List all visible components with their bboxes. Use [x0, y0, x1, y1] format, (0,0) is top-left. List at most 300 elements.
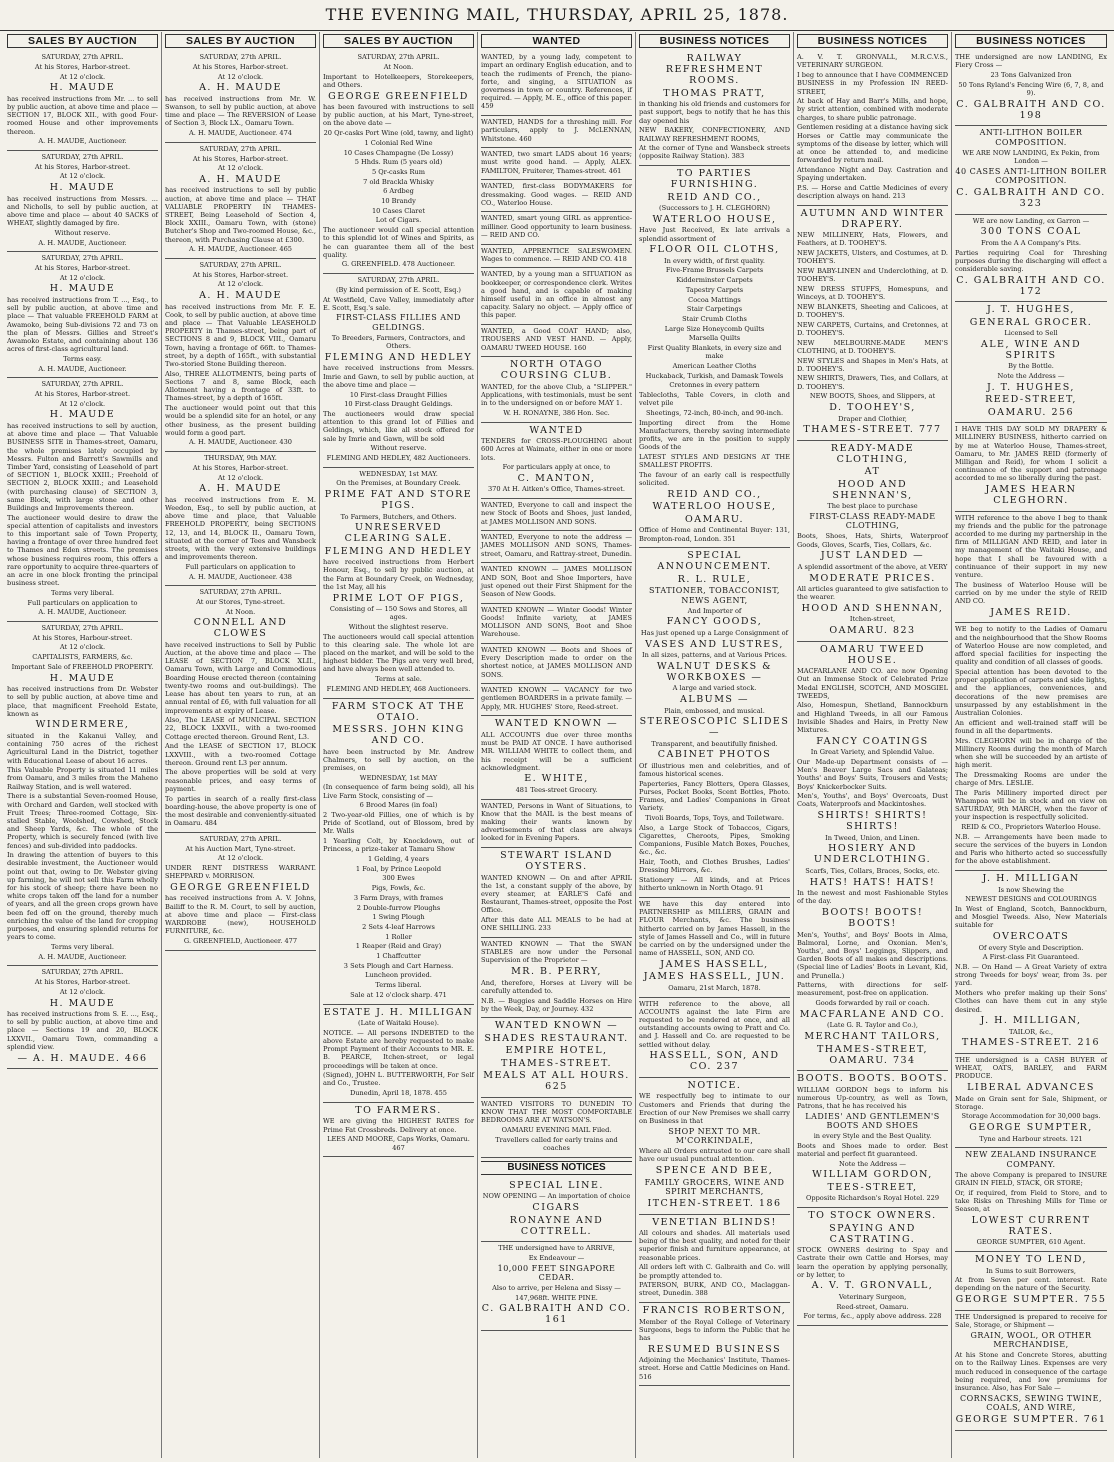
ad-line: WANTED VISITORS TO DUNEDIN TO KNOW THAT THE MOST COMFORTABLE BEDROOMS ARE AT WATSON'S.: [481, 1099, 632, 1125]
ad-line: At 12 o'clock.: [217, 854, 264, 863]
ad-line: GEORGE GREENFIELD: [170, 881, 311, 893]
ad-line: The above Company is prepared to INSURE GRAIN IN FIELD, STACK, OR STORE;: [955, 1170, 1107, 1188]
ad-line: Note the Address —: [839, 1159, 906, 1168]
ad-line: Huckaback, Turkish, and Damask Towels: [645, 371, 784, 380]
advertisement: [323, 274, 474, 467]
ad-line: 1 Yearling Colt, by Knockdown, out of Princess, a prize-taker at Tamaru Show: [323, 837, 474, 854]
ad-line: HATS! HATS! HATS!: [809, 876, 936, 888]
ad-line: SATURDAY, 27th APRIL.: [41, 624, 124, 633]
ad-line: Mrs. CLEGHORN will be in charge of the Millinery Rooms during the month of March when she will be succeeded by an artiste of high merit.: [955, 736, 1107, 770]
ad-line: J. H. MILLIGAN: [982, 873, 1080, 885]
ad-line: 10 Cases Claret: [371, 206, 426, 215]
ad-line: Terms liberal.: [375, 981, 422, 990]
advertisement: [797, 1071, 948, 1208]
ad-line: MACFARLANE AND CO.: [799, 1008, 946, 1020]
ad-line: At 12 o'clock.: [59, 987, 106, 996]
column-header: BUSINESS NOTICES: [797, 34, 948, 48]
ad-line: WEDNESDAY, 1st MAY.: [359, 469, 438, 478]
ad-line: FIRST-CLASS READY-MADE CLOTHING,: [809, 511, 936, 531]
ad-line: FANCY COATINGS: [816, 735, 929, 747]
ad-line: MODERATE PRICES.: [809, 572, 936, 584]
ad-line: PRIME LOT OF PIGS,: [332, 592, 465, 604]
ad-line: At his Stores, Harbor-street.: [192, 463, 289, 472]
ad-line: NEW MILLINERY, Hats, Flowers, and Feathers, at D. TOOHEY'S.: [797, 231, 948, 248]
advertisement: [481, 848, 632, 938]
ad-line: 7 old Brackla Whisky: [363, 177, 434, 186]
advertisement: [481, 563, 632, 603]
masthead: THE EVENING MAIL, THURSDAY, APRIL 25, 1878.: [0, 0, 1114, 31]
ad-line: WE beg to notify to the Ladies of Oamaru and the neighbourhood that the Show Rooms of Waterloo House are now completed, and afford special facilities for inspecting the quality and condition of all classes of goods.: [955, 625, 1107, 667]
ad-line: SATURDAY, 27th APRIL.: [199, 588, 282, 597]
ad-line: Itchen-street,: [849, 615, 896, 624]
ad-line: FAMILY GROCERS, WINE AND SPIRIT MERCHANTS,: [644, 1177, 785, 1197]
ad-line: WANTED, two smart LADS about 16 years; must write good hand. — Apply, ALEX. FAMILTON, Fruiterer, Thames-street. 461: [481, 150, 632, 175]
advertisement: [481, 325, 632, 357]
ad-line: THAMES-STREET, OAMARU. 734: [816, 1043, 929, 1066]
advertisement: [797, 441, 948, 642]
ad-line: FLEMING AND HEDLEY: [324, 545, 473, 557]
ad-line: HASSELL, SON, AND CO. 237: [649, 1050, 780, 1073]
ad-line: has received instructions to sell by public auction, at above time and place — THAT VALUABLE PROPERTY IN THAMES-STREET, Being Leasehold of Section 4, Block XXIII., Oamaru Town, with (stone) Butcher's Shop and Two-roomed House, &c., thereon, with Purchasing Clause at £300.: [165, 186, 316, 244]
ad-line: LOWEST CURRENT RATES.: [971, 1214, 1091, 1237]
ad-line: Attendance Night and Day. Castration and Spaying undertaken.: [797, 165, 948, 183]
ad-line: NEW JACKETS, Ulsters, and Costumes, at D. TOOHEY'S.: [797, 249, 948, 266]
ad-line: WANTED, a Good COAT HAND; also, TROUSERS AND VEST HAND. — Apply, OAMARU TWEED HOUSE. 160: [481, 327, 632, 352]
ad-line: NEW SHIRTS, Drawers, Ties, and Collars, at D. TOOHEY'S.: [797, 374, 948, 391]
ad-line: There is a substantial Seven-roomed House, with Orchard and Garden, well stocked with Fruit Trees; Three-roomed Cottage, Six-stalled Stable, Woolshed, Cowshed, Stock and Sheep Yards, &c. The whole of the Property, which is securely fenced (with live fences) and sub-divided into paddocks.: [7, 792, 158, 850]
ad-line: G. GREENFIELD, Auctioneer. 477: [183, 936, 298, 945]
ad-line: N.B. — Buggies and Saddle Horses on Hire by the Week, Day, or Journey. 432: [481, 996, 632, 1013]
ad-line: Sheetings, 72-inch, 80-inch, and 90-inch.: [645, 408, 784, 417]
ad-line: The Paris Millinery imported direct per Whampoa will be in stock and on view on SATURDAY, 9th MARCH, when the favor of your inspection is respectfully solicited.: [955, 788, 1107, 822]
ad-line: WANTED KNOWN — JAMES MOLLISON AND SON, Boot and Shoe Importers, have just opened out their First Shipment for the Season of New Goods.: [481, 565, 632, 598]
ad-line: STEWART ISLAND OYSTERS.: [500, 850, 613, 873]
ad-line: WATERLOO HOUSE,: [652, 213, 777, 225]
ad-line: has received instructions from Mr. ... to sell by public auction, at above time and place — SECTION 17, BLOCK XII., with good Four-roomed House and other improvements thereon.: [7, 94, 158, 136]
column-2: [162, 32, 320, 1458]
column-header: SALES BY AUCTION: [323, 34, 474, 48]
ad-line: Or, if required, from Field to Store, and to take Risks on Threshing Mills for Time or Season, at: [955, 1188, 1107, 1214]
ad-line: Also, The LEASE of MUNICIPAL SECTION 22, BLOCK LXXVII., with a two-roomed Cottage erected thereon. Ground Rent, L3.: [165, 716, 316, 741]
ad-line: The auctioneer would desire to draw the special attention of capitalists and investors to this important sale of Town Property, having a frontage of over three hundred feet to Thames and Eden streets. The premises whose business requires room, this offers a rare opportunity to acquire three-quarters of an acre in one block fronting the principal business street.: [7, 513, 158, 588]
ad-line: At his Stores, Harbor-street.: [34, 62, 131, 71]
ad-line: NEW DRESS STUFFS, Homespuns, and Winceys, at D. TOOHEY'S.: [797, 284, 948, 302]
ad-line: has received instructions from Messrs. ... and Nicholls, to sell by public auction, at above time and place — about 40 SACKS of WHEAT, slightly damaged by fire.: [7, 194, 158, 228]
ad-line: Of illustrious men and celebrities, and of famous historical scenes.: [639, 761, 790, 779]
ad-line: TENDERS for CROSS-PLOUGHING about 600 Acres at Waimate, either in one or more lots.: [481, 437, 632, 462]
ad-line: NEW CARPETS, Curtains, and Cretonnes, at D. TOOHEY'S.: [797, 320, 948, 337]
ad-line: At 12 o'clock.: [59, 643, 106, 652]
ad-line: 50 Tons Ryland's Fencing Wire (6, 7, 8, and 9).: [958, 80, 1104, 98]
ad-line: C. MANTON,: [517, 472, 596, 484]
ad-line: Sale at 12 o'clock sharp. 471: [350, 990, 447, 999]
ad-line: In all sizes, patterns, and at Various Prices.: [642, 651, 787, 660]
ad-line: Tyne and Harbour streets. 121: [979, 1134, 1083, 1143]
ad-line: 10 First-class Draught Fillies: [349, 390, 448, 399]
ad-line: JAMES REID.: [990, 606, 1072, 618]
ad-line: SATURDAY, 27th APRIL.: [41, 254, 124, 263]
ad-line: WILLIAM GORDON,: [812, 1169, 933, 1181]
ad-line: WITH reference to the above I beg to thank my friends and the public for the patronage accorded to me during my partnership in the firm of MILLIGAN AND REID, and later in my management of the Waitaki House, and hope that I shall be favoured with a continuance of their support in my new venture.: [955, 513, 1107, 580]
ad-line: This Valuable Property is situated 11 miles from Oamaru, and 3 miles from the Maheno Railway Station, and is well watered.: [7, 766, 158, 791]
ad-line: Men's, Youths', and Boys' Boots in Alma, Balmoral, Lorne, and Oxonian. Men's, Youths', and Boys' Leggings, Slippers, and Garden Boots of all makes and descriptions. (Special line of Ladies' Boots in Levant, Kid, and Prunella.): [797, 930, 948, 980]
advertisement: [481, 1178, 632, 1242]
ad-line: Member of the Royal College of Veterinary Surgeons, begs to inform the Public that he has: [639, 1317, 790, 1343]
ad-line: Also to arrive, per Helena and Sissy —: [492, 1284, 621, 1292]
advertisement: [165, 833, 316, 951]
ad-list: [639, 51, 790, 1386]
ad-line: SATURDAY, 27th APRIL.: [199, 144, 282, 153]
ad-list: [481, 51, 632, 1157]
ad-line: WANTED, smart young GIRL as apprentice-milliner. Good opportunity to learn business. — REID AND CO.: [481, 214, 632, 239]
ad-line: At 12 o'clock.: [59, 72, 106, 81]
column-header: BUSINESS NOTICES: [639, 34, 790, 48]
ad-line: ITCHEN-STREET. 186: [647, 1198, 782, 1210]
advertisement: [7, 252, 158, 378]
ad-line: C. GALBRAITH AND CO. 161: [481, 1303, 632, 1326]
ad-line: SPENCE AND BEE,: [655, 1165, 774, 1177]
ad-line: H. MAUDE: [49, 82, 116, 94]
ad-line: Without the slightest reserve.: [348, 622, 449, 631]
ad-line: Special attention has been devoted to the proper application of carpets and side lights, and the appliances, conveniences, and decorations of the new premises are unsurpassed by any establishment in the Australian Colonies.: [955, 667, 1107, 717]
ad-line: Boots and Shoes made to order. Best material and perfect fit guaranteed.: [797, 1141, 948, 1159]
ad-line: Dunedin, April 18, 1878. 455: [349, 1089, 448, 1098]
ad-list: [7, 51, 158, 1069]
ad-line: A splendid assortment of the above, at VERY: [797, 562, 948, 571]
ad-line: A. V. T. GRONVALL, M.R.C.V.S., VETERINARY SURGEON.: [797, 53, 948, 70]
column-4: [478, 32, 636, 1458]
ad-line: WANTED KNOWN — On and after APRIL the 1st, a constant supply of the above, by every steamer, at EARLE'S Café and Restaurant, Thames-street, opposite the Post Office.: [481, 873, 633, 915]
ad-line: WE have this day entered into PARTNERSHIP as MILLERS, GRAIN and FLOUR Merchants, &c. The business hitherto carried on by James Hassell, in the style of James Hassell and Co., will in future be carried on by the undersigned under the name of HASSELL, SON, AND CO.: [639, 899, 790, 958]
ad-line: The auctioneer would point out that this would be a splendid site for an hotel, or any other business, as the present building would form a good part.: [165, 404, 316, 437]
ad-line: At Noon.: [383, 62, 414, 71]
ad-line: A. H. MAUDE, Auctioneer.: [38, 608, 127, 617]
ad-line: And the LEASE of SECTION 17, BLOCK LXXVIII., with a two-roomed Cottage thereon. Ground rent L3 per annum.: [165, 742, 316, 767]
advertisement: [955, 1311, 1107, 1431]
ad-line: NEW ZEALAND INSURANCE COMPANY.: [965, 1150, 1097, 1169]
ad-line: GENERAL GROCER.: [969, 316, 1093, 328]
ad-line: NEW BABY-LINEN and Underclothing, at D. TOOHEY'S.: [797, 266, 948, 284]
advertisement: [481, 644, 632, 684]
ad-line: Large Size Honeycomb Quilts: [664, 324, 765, 333]
section-header: BUSINESS NOTICES: [481, 1161, 632, 1175]
ad-line: AT: [864, 466, 881, 478]
ad-line: A First-class Fit Guaranteed.: [982, 953, 1080, 962]
ad-line: 10 First-class Draught Geldings.: [344, 400, 453, 409]
ad-line: FANCY GOODS,: [666, 616, 763, 628]
ad-line: JAMES HASSELL, JUN.: [643, 971, 786, 983]
advertisement: [323, 51, 474, 274]
ad-line: Office of Home and Continental Buyer: 131, Brompton-road, London. 351: [639, 526, 790, 543]
ad-line: Have Just Received, Ex late arrivals a splendid assortment of: [639, 226, 790, 243]
ad-line: The auctioneers would call special attention to this clearing sale. The whole lot are placed on the market, and will be sold to the highest bidder. The Pigs are very well bred, and have always been well attended to.: [323, 632, 474, 674]
ad-line: WANTED, Everyone to call and inspect the new Stock of Boots and Shoes, just landed, at JAMES MOLLISON AND SONS.: [481, 501, 632, 526]
advertisement: [955, 623, 1107, 871]
ad-line: has received instructions from Mr. F. E. Cook, to sell by public auction, at above time and place — That Valuable LEASEHOLD PROPERTY in Thames-street, being part of SECTIONS 8 and 9, BLOCK VIII., Oamaru Town, having a frontage of 66ft. to Thames-street, by a depth of 165ft., with substantial Two-storied Stone Building thereon.: [165, 302, 316, 369]
ad-line: NEW BLANKETS, Sheeting and Calicoes, at D. TOOHEY'S.: [797, 302, 948, 319]
ad-line: Lot of Cigars.: [375, 216, 422, 225]
ad-line: At 12 o'clock.: [59, 399, 106, 408]
ad-line: RESUMED BUSINESS: [647, 1343, 782, 1355]
ad-line: OAMARU. 823: [829, 625, 916, 637]
ad-line: has received instructions from Mr. W. Swanson, to sell by public auction, at above time and place — The REVERSION of Lease of Section 3, Block LX., Oamaru Town.: [165, 94, 316, 128]
ad-line: ESTATE J. H. MILLIGAN: [323, 1006, 474, 1018]
ad-line: At his Stores, Harbour-street.: [32, 633, 133, 642]
ad-line: W. H. RONAYNE, 386 Hon. Sec.: [503, 408, 610, 417]
ad-line: STOCK OWNERS desiring to Spay and Castrate their own Cattle and Horses, may learn the operation by applying personally, or by letter, to: [797, 1246, 948, 1279]
ad-line: Pigs, Fowls, &c.: [371, 884, 426, 893]
advertisement: [797, 1208, 948, 1326]
ad-line: Transparent, and beautifully finished.: [651, 739, 778, 748]
ad-line: 2 Sets 4-leaf Harrows: [362, 922, 435, 931]
ad-line: And, therefore, Horses at Livery will be carefully attended to.: [481, 978, 632, 995]
advertisement: [955, 51, 1107, 126]
ad-line: CIGARS: [532, 1202, 581, 1214]
advertisement: [955, 1252, 1107, 1311]
ad-line: WILLIAM GORDON begs to inform his numerous Up-country, as well as Town, Patrons, that he has received his: [797, 1085, 948, 1110]
ad-line: in thanking his old friends and customers for past support, begs to notify that he has this day opened his: [639, 100, 790, 125]
ad-line: have received instructions from Messrs. Imrie and Gawn, to sell by public auction, at the above time and place —: [323, 364, 474, 389]
ad-line: I beg to announce that I have COMMENCED BUSINESS in my Profession IN REED-STREET,: [797, 71, 948, 96]
ad-line: NEW STYLES and Shapes in Men's Hats, at D. TOOHEY'S.: [797, 356, 948, 373]
ad-line: READY-MADE CLOTHING,: [830, 442, 915, 465]
ad-line: Also, a Large Stock of Tobaccos, Cigars, Cigarettes, Cheroots, Pipes, Smoking Companions, Fusible Match Boxes, Pouches, &c., &c.: [639, 823, 790, 857]
ad-line: 5 Hhds. Rum (5 years old): [354, 158, 443, 167]
ad-line: SHADES RESTAURANT.: [484, 1032, 629, 1044]
ad-line: Travellers called for early trains and coaches: [495, 1135, 618, 1152]
ad-line: Stair Carpetings: [686, 305, 743, 314]
advertisement: [481, 268, 632, 325]
advertisement: [323, 699, 474, 1005]
ad-line: 20 Qr-casks Port Wine (old, tawny, and light): [323, 129, 474, 138]
ad-line: NOTICE. — All persons INDEBTED to the above Estate are hereby requested to make Prompt Payment of their Accounts to MR. E. B. PEARCE, Itchen-street, or legal proceedings will be taken at once.: [323, 1028, 474, 1070]
ad-line: Importing direct from the Home Manufacturers, thereby saving intermediate profits, we are in the position to supply Goods of the: [639, 418, 790, 452]
ad-line: At his Auction Mart, Tyne-street.: [185, 844, 296, 853]
ad-line: WE ARE NOW LANDING, Ex Pekin, from London —: [962, 148, 1100, 165]
ad-line: TO PARTIES FURNISHING.: [670, 168, 759, 191]
ad-line: 1 Gelding, 4 years: [368, 855, 429, 864]
ad-line: 2 Double-furrow Ploughs: [356, 903, 441, 912]
ad-line: GEORGE SUMPTER, 610 Agent.: [976, 1238, 1086, 1247]
ad-line: has received instructions from E. M. Weedon, Esq., to sell by public auction, at above time and place, that Valuable FREEHOLD PROPERTY, being SECTIONS 12, 13, and 14, BLOCK II., Oamaru Town, situated at the corner of Tees and Wansbeck streets, with the very extensive buildings and improvements thereon.: [165, 495, 316, 562]
ad-line: WATERLOO HOUSE,: [652, 501, 777, 513]
advertisement: [481, 800, 632, 849]
ad-line: A. H. MAUDE: [199, 173, 282, 185]
ad-line: WANTED, by a young lady, competent to impart an ordinary English education, and to teach the rudiments of French, the piano-forte, and singing, a SITUATION as governess in town or country. References, if required. — Apply, M. E., office of this paper. 459: [481, 53, 632, 111]
ad-line: American Leather Cloths: [672, 361, 757, 370]
advertisement: [639, 998, 790, 1078]
ad-line: WE are now Landing, ex Garron —: [972, 216, 1090, 225]
advertisement: [323, 1103, 474, 1157]
ad-line: PATERSON, BURK, AND CO., Maclaggan-street, Dunedin. 388: [639, 1281, 790, 1298]
ad-line: 2 Two-year-old Fillies, one of which is by Pride of Scotland, out of Blossom, bred by Mr. Walls: [323, 811, 474, 836]
ad-line: Cretonnes in every pattern: [669, 381, 760, 390]
ad-line: WANTED, HANDS for a threshing mill. For particulars, apply to J. McLENNAN, Whitstone. 460: [481, 118, 632, 143]
advertisement: [323, 468, 474, 699]
ad-line: Veterinary Surgeon,: [838, 1292, 907, 1301]
advertisement: [955, 1054, 1107, 1148]
ad-line: 1 Colonial Red Wine: [364, 138, 433, 147]
ad-line: At Westfield, Cave Valley, immediately after E. Scott, Esq.'s sale.: [323, 295, 474, 312]
ad-line: At the corner of Tyne and Wansbeck streets (opposite Railway Station). 383: [639, 144, 790, 161]
ad-line: JAMES HEARN CLEGHORN.: [985, 484, 1077, 507]
ad-line: FLEMING AND HEDLEY, 468 Auctioneers.: [326, 684, 471, 693]
ad-line: At 12 o'clock.: [217, 164, 264, 173]
advertisement: [797, 51, 948, 205]
ad-line: G. GREENFIELD. 478 Auctioneer.: [341, 260, 456, 269]
ad-line: 300 TONS COAL: [980, 226, 1082, 238]
column-5: [636, 32, 794, 1458]
ad-line: Ex Endeavour —: [528, 1253, 585, 1262]
ad-line: WANTED KNOWN —: [494, 718, 619, 730]
ad-line: Oamaru, 21st March, 1878.: [668, 983, 761, 992]
ad-line: Boots, Shoes, Hats, Shirts, Waterproof Goods, Gloves, Scarfs, Ties, Collars, &c.: [797, 532, 948, 549]
ad-line: To Farmers, Butchers, and Others.: [340, 512, 457, 521]
ad-line: Draper and Clothier,: [838, 414, 907, 423]
ad-line: The above properties will be sold at very reasonable prices, and easy terms of payment.: [165, 768, 316, 793]
ad-line: WE respectfully beg to intimate to our Customers and Friends that during the Erection of our New Premises we shall carry on Business in that: [639, 1092, 790, 1125]
ad-line: At his Stores, Harbor-street.: [192, 270, 289, 279]
advertisement: [165, 452, 316, 586]
ad-line: 3 Farm Drays, with frames: [353, 893, 444, 902]
ad-line: Stair Crumb Cloths: [682, 314, 747, 323]
ad-line: For particulars apply at once, to: [502, 463, 611, 472]
ad-line: A. H. MAUDE, Auctioneer.: [38, 238, 127, 247]
ad-line: Adjoining the Mechanics' Institute, Thames-street. Horse and Cattle Medicines on Hand. 516: [639, 1356, 790, 1381]
ad-line: Marsella Quilts: [688, 334, 741, 343]
ad-line: At his Stores, Harbor-street.: [192, 62, 289, 71]
ad-line: UNDER RENT DISTRESS WARRANT. SHEPPARD v. MORRISON.: [165, 863, 316, 881]
advertisement: [165, 259, 316, 452]
ad-line: OAMARU TWEED HOUSE.: [819, 643, 925, 666]
ad-line: Mothers who prefer making up their Sons' Clothes can have them cut in any style desired.: [955, 989, 1107, 1014]
ad-line: J. T. HUGHES,: [987, 304, 1075, 316]
ad-line: MESSRS. JOHN KING AND CO.: [332, 724, 465, 747]
ad-line: SATURDAY, 27th APRIL.: [357, 276, 440, 285]
ad-line: A. H. MAUDE, Auctioneer. 430: [189, 438, 292, 447]
ad-line: WANTED: [529, 424, 584, 436]
ad-line: NOW OPENING — An importation of choice: [482, 1192, 631, 1201]
ad-line: FRANCIS ROBERTSON,: [642, 1305, 787, 1317]
advertisement: [955, 512, 1107, 624]
ad-line: Gentlemen residing at a distance having sick Horses or Cattle may communicate the symptoms of the disease by letter, which will at once be attended to, and medicine forwarded by return mail.: [797, 123, 948, 165]
ad-line: Made on Grain sent for Sale, Shipment, or Storage.: [955, 1094, 1107, 1111]
ad-line: 5 Qr-casks Rum: [371, 167, 426, 176]
ad-line: At 12 o'clock.: [59, 273, 106, 282]
ad-line: For terms, &c., apply above address. 228: [803, 1312, 942, 1321]
ad-line: In Sums to suit Borrowers,: [986, 1266, 1076, 1275]
advertisement: [7, 622, 158, 966]
ad-line: NEW BOOTS, Shoes, and Slippers, at: [809, 392, 936, 401]
advertisement: [7, 378, 158, 622]
ad-line: Storage Accommodation for 30,000 bags.: [961, 1112, 1101, 1121]
column-6: [794, 32, 952, 1458]
advertisement: [481, 1242, 632, 1331]
ad-line: WANTED KNOWN —: [494, 1020, 619, 1032]
advertisement: [955, 215, 1107, 303]
advertisement: [481, 245, 632, 269]
ad-line: JUST LANDED —: [820, 550, 925, 562]
ad-line: From the A A Company's Pits.: [980, 238, 1081, 247]
ad-line: BOOTS. BOOTS. BOOTS.: [797, 1073, 948, 1085]
ad-line: NEW BAKERY, CONFECTIONERY, AND RAILWAY REFRESHMENT ROOMS,: [639, 126, 790, 143]
ad-line: The favour of an early call is respectfully solicited.: [639, 470, 790, 488]
ad-line: C. GALBRAITH AND CO. 198: [956, 98, 1106, 121]
ad-line: H. MAUDE: [49, 283, 116, 295]
ad-line: (In consequence of farm being sold), all his Live Farm Stock, consisting of —: [323, 783, 474, 800]
ad-line: RONAYNE AND COTTRELL.: [509, 1214, 604, 1237]
column-3: [320, 32, 478, 1458]
advertisement: [481, 357, 632, 422]
ad-line: (Signed), JOHN L. BUTTERWORTH, For Self and Co., Trustee.: [323, 1071, 474, 1088]
ad-line: Goods forwarded by rail or coach.: [815, 999, 930, 1008]
ad-line: WANTED, by a young man a SITUATION as bookkeeper, or correspondence clerk. Writes a good hand, and is capable of making himself useful in an office in almost any capacity. Salary no object. — Apply office of this paper.: [481, 270, 632, 320]
ad-line: THE undersigned are now LANDING, Ex Fiery Cross —: [955, 53, 1107, 70]
ad-line: LATEST STYLES AND DESIGNS AT THE SMALLEST PROFITS.: [639, 453, 790, 470]
ad-line: Tablecloths, Table Covers, in cloth and velvet pile: [639, 391, 790, 408]
ad-line: ALE, WINE AND SPIRITS: [980, 338, 1082, 361]
advertisement: [481, 212, 632, 244]
ad-line: have been instructed by Mr. Andrew Chalmers, to sell by auction, on the premises, on: [323, 747, 474, 772]
advertisement: [481, 1018, 632, 1098]
ad-line: C. GALBRAITH AND CO. 172: [956, 274, 1106, 297]
ad-line: The auctioneer would call special attention to this splendid lot of Wines and Spirits, as he can guarantee them all of the best quality.: [323, 226, 474, 259]
ad-line: Luncheon provided.: [365, 971, 432, 980]
ad-line: The business of Waterloo House will be carried on by me under the style of REID AND CO.: [955, 580, 1107, 606]
ad-line: HOOD AND SHENNAN'S,: [832, 478, 913, 501]
ad-line: TO FARMERS.: [355, 1104, 442, 1116]
ad-list: [955, 51, 1107, 1430]
ad-line: REID AND CO.,: [667, 488, 762, 500]
ad-line: GEORGE GREENFIELD: [328, 90, 469, 102]
newspaper-page: [4, 32, 1110, 1458]
ad-line: SPAYING AND CASTRATING.: [829, 1222, 916, 1245]
ad-line: 10,000 FEET SINGAPORE CEDAR.: [497, 1263, 616, 1282]
ad-line: ALBUMS —: [680, 694, 749, 706]
ad-line: Plain, embossed, and musical.: [664, 706, 765, 715]
ad-line: SATURDAY, 27th APRIL.: [41, 380, 124, 389]
ad-line: has been favoured with instructions to sell by public auction, at his Mart, Tyne-street, on the above date —: [323, 103, 474, 128]
ad-line: VENETIAN BLINDS!: [652, 1216, 777, 1228]
ad-line: To Breeders, Farmers, Contractors, and Others.: [331, 333, 466, 351]
advertisement: [639, 898, 790, 998]
ad-line: In Tweed, Union, and Linen.: [825, 833, 920, 842]
advertisement: [797, 206, 948, 441]
advertisement: [481, 1098, 632, 1158]
ad-line: The auctioneers would draw special attention to this grand lot of Fillies and Geldings, which, like all stock offered for sale by Imrie and Gawn, will be sold: [323, 409, 474, 443]
ad-line: (By kind permission of E. Scott, Esq.): [335, 285, 461, 294]
ad-line: In the newest and most Fashionable Styles of the day.: [797, 889, 948, 906]
ad-line: has received instructions from Dr. Webster to sell by public auction, at above time and place, that magnificent Freehold Estate, known as: [7, 685, 158, 718]
ad-line: PRIME FAT AND STORE PIGS.: [324, 489, 473, 512]
ad-list: [165, 51, 316, 950]
ad-line: (Late G. R. Taylor and Co.),: [827, 1021, 918, 1030]
ad-line: SATURDAY, 27th APRIL.: [199, 834, 282, 843]
advertisement: [481, 148, 632, 180]
ad-line: WE are giving the HIGHEST RATES for Prime Fat Crossbreds. Delivery at once.: [323, 1117, 474, 1134]
ad-line: Scarfs, Ties, Collars, Braces, Socks, etc.: [805, 866, 940, 875]
ad-line: At back of Hay and Barr's Mills, and hope, by strict attention, combined with moderate charges, to share public patronage.: [797, 97, 948, 122]
ad-line: SHIRTS! SHIRTS! SHIRTS!: [817, 810, 928, 833]
ad-line: OAMARU.: [684, 513, 745, 525]
ad-line: In West of England, Scotch, Bannockburn, and Mosgiel Tweeds. Also, New Materials suitable for: [955, 905, 1107, 930]
ad-line: Parties requiring Coal for Threshing purposes during the discharging will effect a considerable saving.: [955, 248, 1107, 273]
ad-line: AUTUMN AND WINTER DRAPERY.: [800, 207, 945, 230]
ad-line: An efficient and well-trained staff will be found in all the departments.: [955, 718, 1107, 735]
ad-line: At his Stores, Harbor-street.: [34, 264, 131, 273]
advertisement: [165, 143, 316, 259]
ad-line: 1 Swing Plough: [372, 913, 425, 922]
